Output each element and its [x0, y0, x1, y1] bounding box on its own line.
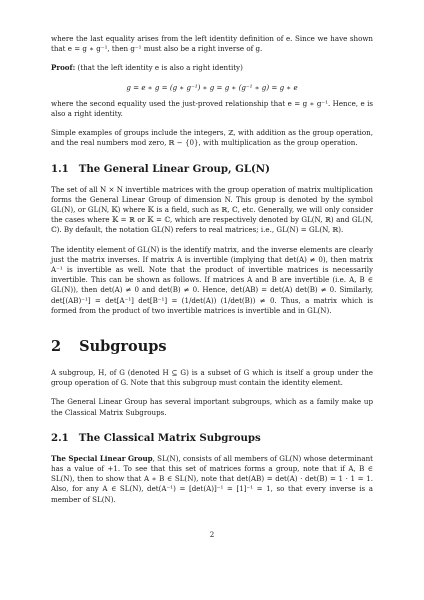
paragraph-special-linear-group: [51, 454, 373, 505]
paragraph-group-examples: Simple examples of groups include the integers, ℤ, with addition as the group operation, and the real numbers mod zero, ℝ − {0}, with multiplication as the group operation.: [51, 128, 373, 148]
page-number: 2: [209, 530, 215, 539]
special-linear-group-label: The Special Linear Group: [51, 453, 153, 463]
subsection-title: The General Linear Group, GL(N): [78, 162, 270, 175]
paragraph-classical-subgroups: The General Linear Group has several important subgroups, which as a family make up the Classical Matrix Subgroups.: [51, 397, 373, 417]
paragraph-gl-definition: The set of all N × N invertible matrices with the group operation of matrix multiplication forms the General Linear Group of dimension N. This group is denoted by the symbol GL(N), or GL(N, 𝕂) where 𝕂 is a field, such as ℝ, ℂ, etc. Generally, we will only consider the cases where 𝕂 = ℝ or 𝕂 = ℂ, which are respectively denoted by GL(N, ℝ) and GL(N, ℂ). By default, the notation GL(N) refers to real matrices; i.e., GL(N) = GL(N, ℝ).: [51, 184, 373, 235]
paragraph-right-identity: where the second equality used the just-proved relationship that e = g ∗ g⁻¹. Hence, e is also a right identity.: [51, 98, 373, 119]
section-title: Subgroups: [79, 338, 167, 356]
subsection-number: 2.1: [51, 431, 69, 444]
paragraph-right-inverse: where the last equality arises from the left identity definition of e. Since we have shown that e = g ∗ g⁻¹, then g⁻¹ must also be a right inverse of g.: [51, 34, 373, 54]
subsection-heading-general-linear-group: [51, 163, 373, 176]
proof-label: Proof:: [51, 63, 76, 73]
subsection-number: 1.1: [51, 162, 69, 175]
section-number: 2: [51, 338, 62, 356]
subsection-title: The Classical Matrix Subgroups: [78, 431, 261, 444]
page-content: [51, 34, 373, 514]
proof-text: (that the left identity e is also a right identity): [75, 63, 243, 73]
subsection-heading-classical-matrix-subgroups: [51, 432, 373, 445]
special-linear-group-text: , SL(N), consists of all members of GL(N) whose determinant has a value of +1. To see that this set of matrices forms a group, note that if A, B ∈ SL(N), then to show that A ∗ B ∈ SL(N), note that det(AB) = det(A) · det(B) = 1 · 1 = 1. Also, for any A ∈ SL(N), det(A⁻¹) = [det(A)]⁻¹ = [1]⁻¹ = 1, so that every inverse is a member of SL(N).: [51, 453, 373, 504]
section-heading-subgroups: [51, 338, 373, 356]
equation-right-identity: g = e ∗ g = (g ∗ g⁻¹) ∗ g = g ∗ (g⁻¹ ∗ g) = g ∗ e: [126, 82, 298, 92]
paragraph-subgroup-definition: A subgroup, H, of G (denoted H ⊆ G) is a subset of G which is itself a group under the group operation of G. Note that this subgroup must contain the identity element.: [51, 368, 373, 388]
paragraph-proof: [51, 63, 373, 73]
paragraph-gl-identity: The identity element of GL(N) is the identify matrix, and the inverse elements are clearly just the matrix inverses. If matrix A is invertible (implying that det(A) ≠ 0), then matrix A⁻¹ is invertible as well. Note that the product of invertible matrices is necessarily invertible. This can be shown as follows. If matrices A and B are invertible (i.e. A, B ∈ GL(N)), then det(A) ≠ 0 and det(B) ≠ 0. Hence, det(AB) = det(A) det(B) ≠ 0. Similarly, det[(AB)⁻¹] = det[A⁻¹] det[B⁻¹] = (1/det(A)) (1/det(B)) ≠ 0. Thus, a matrix which is formed from the product of two invertible matrices is invertible and in GL(N).: [51, 244, 373, 315]
